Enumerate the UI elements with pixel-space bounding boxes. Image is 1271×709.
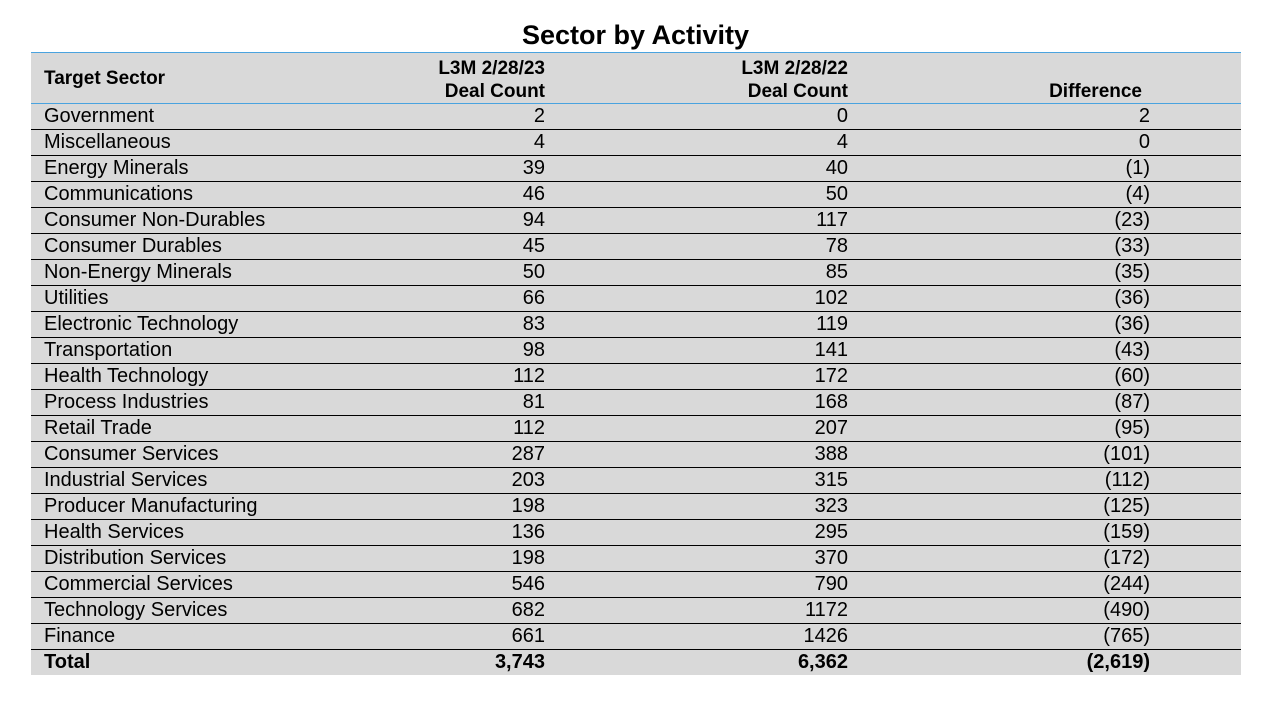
total-current: 3,743 <box>494 651 545 673</box>
prior-count-cell: 141 <box>545 338 848 364</box>
table-row <box>31 286 1241 312</box>
header-target-sector: Target Sector <box>31 53 323 104</box>
difference-cell: (87) <box>848 390 1241 416</box>
sector-cell: Finance <box>31 624 323 650</box>
header-current-deal-count <box>323 53 545 104</box>
current-count-cell: 50 <box>323 260 545 286</box>
difference-cell: (244) <box>848 572 1241 598</box>
current-count-cell: 2 <box>323 104 545 130</box>
difference-cell: (35) <box>848 260 1241 286</box>
sector-cell: Utilities <box>31 286 323 312</box>
total-difference: (2,619) <box>1086 651 1150 673</box>
table-row <box>31 234 1241 260</box>
sector-cell: Transportation <box>31 338 323 364</box>
sector-cell: Producer Manufacturing <box>31 494 323 520</box>
difference-cell: (95) <box>848 416 1241 442</box>
table-row <box>31 416 1241 442</box>
difference-cell: (159) <box>848 520 1241 546</box>
sector-cell: Retail Trade <box>31 416 323 442</box>
prior-count-cell: 323 <box>545 494 848 520</box>
current-count-cell: 136 <box>323 520 545 546</box>
current-count-cell: 81 <box>323 390 545 416</box>
current-count-cell: 112 <box>323 416 545 442</box>
table-row <box>31 624 1241 650</box>
header-prior-deal-count <box>545 53 848 104</box>
table-row <box>31 546 1241 572</box>
difference-cell: (36) <box>848 286 1241 312</box>
prior-count-cell: 117 <box>545 208 848 234</box>
difference-cell: (490) <box>848 598 1241 624</box>
difference-cell: (125) <box>848 494 1241 520</box>
sector-cell: Process Industries <box>31 390 323 416</box>
table-body <box>31 104 1241 676</box>
difference-cell: (172) <box>848 546 1241 572</box>
difference-cell: 0 <box>848 130 1241 156</box>
sector-cell: Non-Energy Minerals <box>31 260 323 286</box>
total-row <box>31 650 1241 676</box>
prior-count-cell: 40 <box>545 156 848 182</box>
header-current-line1: L3M 2/28/23 <box>438 58 545 79</box>
sector-activity-table <box>31 52 1241 675</box>
prior-count-cell: 172 <box>545 364 848 390</box>
current-count-cell: 682 <box>323 598 545 624</box>
data-table <box>31 53 1241 675</box>
difference-cell: (43) <box>848 338 1241 364</box>
current-count-cell: 287 <box>323 442 545 468</box>
difference-cell: (36) <box>848 312 1241 338</box>
table-row <box>31 598 1241 624</box>
sector-cell: Technology Services <box>31 598 323 624</box>
current-count-cell: 39 <box>323 156 545 182</box>
current-count-cell: 94 <box>323 208 545 234</box>
sector-cell: Consumer Services <box>31 442 323 468</box>
header-row <box>31 53 1241 104</box>
table-row <box>31 468 1241 494</box>
sector-cell: Consumer Durables <box>31 234 323 260</box>
table-row <box>31 182 1241 208</box>
difference-cell: (23) <box>848 208 1241 234</box>
table-row <box>31 130 1241 156</box>
table-row <box>31 442 1241 468</box>
difference-cell: (4) <box>848 182 1241 208</box>
current-count-cell: 546 <box>323 572 545 598</box>
total-prior: 6,362 <box>797 651 848 673</box>
sector-cell: Miscellaneous <box>31 130 323 156</box>
prior-count-cell: 50 <box>545 182 848 208</box>
prior-count-cell: 0 <box>545 104 848 130</box>
prior-count-cell: 78 <box>545 234 848 260</box>
prior-count-cell: 1426 <box>545 624 848 650</box>
table-row <box>31 494 1241 520</box>
sector-cell: Health Services <box>31 520 323 546</box>
table-row <box>31 572 1241 598</box>
header-prior-line2: Deal Count <box>747 81 848 102</box>
sector-cell: Government <box>31 104 323 130</box>
current-count-cell: 98 <box>323 338 545 364</box>
difference-cell: (1) <box>848 156 1241 182</box>
current-count-cell: 203 <box>323 468 545 494</box>
sector-cell: Energy Minerals <box>31 156 323 182</box>
table-row <box>31 208 1241 234</box>
sector-cell: Commercial Services <box>31 572 323 598</box>
difference-cell: (112) <box>848 468 1241 494</box>
table-row <box>31 104 1241 130</box>
difference-cell: (33) <box>848 234 1241 260</box>
sector-cell: Consumer Non-Durables <box>31 208 323 234</box>
table-title: Sector by Activity <box>521 20 750 50</box>
table-row <box>31 156 1241 182</box>
current-count-cell: 661 <box>323 624 545 650</box>
table-row <box>31 520 1241 546</box>
header-difference: Difference <box>848 53 1241 104</box>
current-count-cell: 45 <box>323 234 545 260</box>
table-row <box>31 260 1241 286</box>
table-row <box>31 390 1241 416</box>
current-count-cell: 83 <box>323 312 545 338</box>
sector-cell: Communications <box>31 182 323 208</box>
prior-count-cell: 85 <box>545 260 848 286</box>
sector-cell: Health Technology <box>31 364 323 390</box>
total-label: Total <box>44 651 91 673</box>
prior-count-cell: 207 <box>545 416 848 442</box>
current-count-cell: 66 <box>323 286 545 312</box>
prior-count-cell: 370 <box>545 546 848 572</box>
prior-count-cell: 119 <box>545 312 848 338</box>
prior-count-cell: 790 <box>545 572 848 598</box>
current-count-cell: 198 <box>323 494 545 520</box>
header-current-line2: Deal Count <box>444 81 545 102</box>
prior-count-cell: 1172 <box>545 598 848 624</box>
table-row <box>31 338 1241 364</box>
prior-count-cell: 315 <box>545 468 848 494</box>
current-count-cell: 198 <box>323 546 545 572</box>
current-count-cell: 4 <box>323 130 545 156</box>
prior-count-cell: 168 <box>545 390 848 416</box>
current-count-cell: 112 <box>323 364 545 390</box>
difference-cell: (60) <box>848 364 1241 390</box>
difference-cell: (101) <box>848 442 1241 468</box>
table-row <box>31 364 1241 390</box>
current-count-cell: 46 <box>323 182 545 208</box>
table-row <box>31 312 1241 338</box>
prior-count-cell: 388 <box>545 442 848 468</box>
prior-count-cell: 295 <box>545 520 848 546</box>
prior-count-cell: 102 <box>545 286 848 312</box>
difference-cell: 2 <box>848 104 1241 130</box>
sector-cell: Distribution Services <box>31 546 323 572</box>
sector-cell: Industrial Services <box>31 468 323 494</box>
prior-count-cell: 4 <box>545 130 848 156</box>
sector-cell: Electronic Technology <box>31 312 323 338</box>
header-prior-line1: L3M 2/28/22 <box>741 58 848 79</box>
difference-cell: (765) <box>848 624 1241 650</box>
